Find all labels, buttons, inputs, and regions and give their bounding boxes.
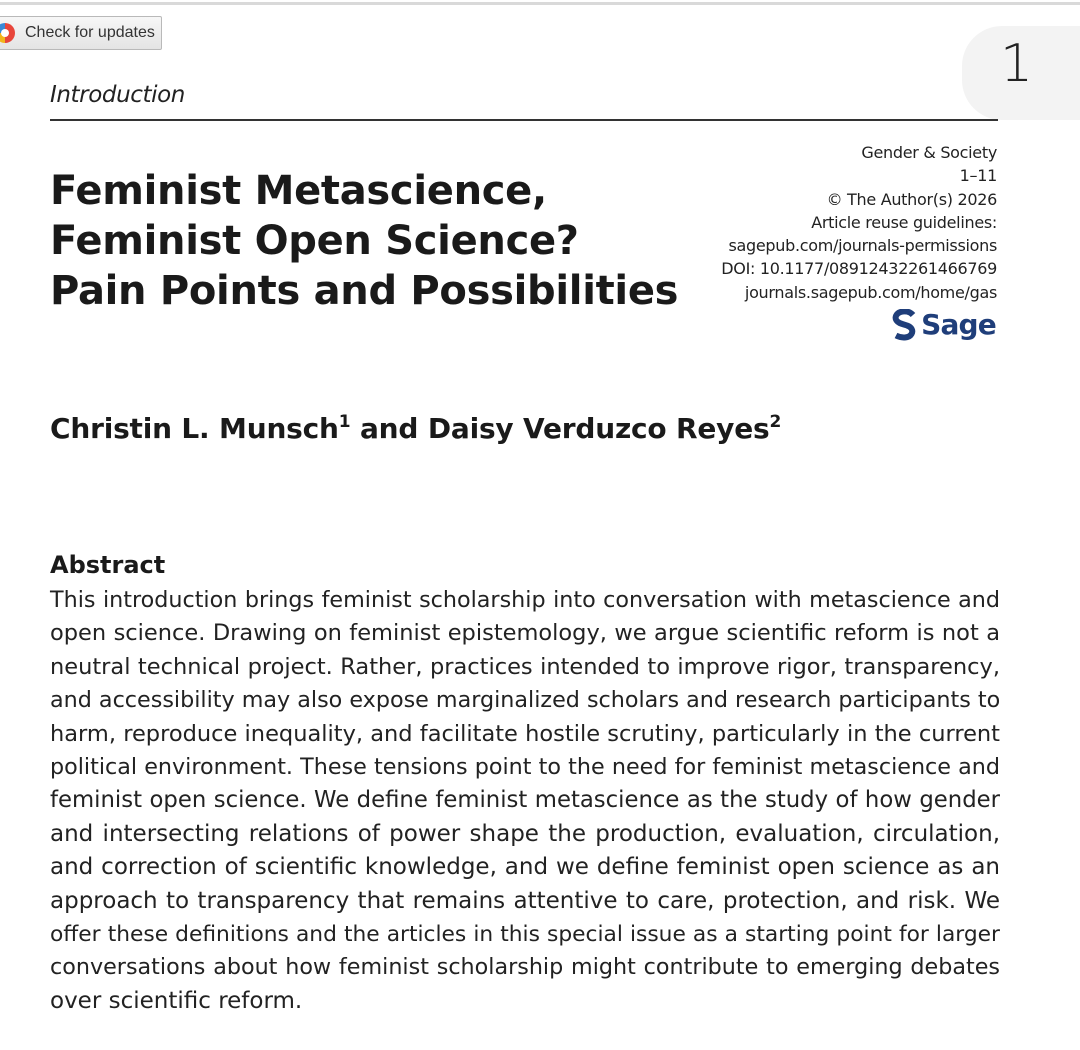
abstract-line: approach to transparency that remains attentive to care, protection, and risk. We bbox=[50, 887, 1000, 914]
doi-link[interactable]: DOI: 10.1177/08912432261466769 bbox=[721, 259, 997, 279]
page-range: 1–11 bbox=[959, 166, 997, 186]
title-line: Feminist Open Science? bbox=[50, 218, 579, 264]
author-line bbox=[50, 412, 781, 445]
article-title bbox=[50, 166, 690, 316]
title-line: Feminist Metascience, bbox=[50, 168, 547, 214]
abstract-body bbox=[50, 584, 1000, 1018]
crossmark-icon bbox=[0, 23, 15, 43]
check-for-updates-label: Check for updates bbox=[25, 24, 155, 41]
check-for-updates-button[interactable] bbox=[0, 16, 162, 50]
section-label: Introduction bbox=[50, 82, 185, 108]
permissions-link[interactable]: sagepub.com/journals-permissions bbox=[728, 236, 997, 256]
title-line: Pain Points and Possibilities bbox=[50, 268, 679, 314]
abstract-line: neutral technical project. Rather, practices intended to improve rigor, transparency, bbox=[50, 653, 1000, 680]
reuse-guidelines-label: Article reuse guidelines: bbox=[811, 212, 997, 232]
abstract-line: and accessibility may also expose marginalized scholars and research participants to bbox=[50, 687, 1001, 714]
abstract-line: political environment. These tensions point to the need for feminist metascience and bbox=[50, 754, 1000, 781]
page-number: 1 bbox=[1000, 34, 1034, 94]
affiliation-marker: 1 bbox=[338, 412, 351, 432]
abstract-line: offer these definitions and the articles in this special issue as a starting point for larger bbox=[50, 922, 1000, 948]
journal-metadata bbox=[721, 141, 997, 304]
publisher-name: Sage bbox=[921, 308, 996, 341]
copyright-line: © The Author(s) 2026 bbox=[826, 189, 997, 209]
abstract-line: over scientific reform. bbox=[50, 987, 303, 1014]
abstract-line: open science. Drawing on feminist epistemology, we argue scientific reform is not a bbox=[50, 620, 1000, 647]
header-divider bbox=[50, 119, 998, 121]
abstract-line: conversations about how feminist scholarship might contribute to emerging debates bbox=[50, 954, 1000, 981]
affiliation-marker: 2 bbox=[769, 412, 782, 432]
abstract-line: harm, reproduce inequality, and facilitate hostile scrutiny, particularly in the current bbox=[50, 720, 1000, 747]
abstract-line: feminist open science. We define feminist metascience as the study of how gender bbox=[50, 787, 1000, 814]
top-border bbox=[0, 2, 1080, 5]
abstract-line: and correction of scientific knowledge, and we define feminist open science as an bbox=[50, 854, 1000, 881]
author-joiner: and bbox=[359, 412, 419, 445]
sage-s-icon bbox=[891, 309, 917, 341]
abstract-line: This introduction brings feminist scholarship into conversation with metascience and bbox=[50, 587, 1000, 613]
abstract-line: and intersecting relations of power shape the production, evaluation, circulation, bbox=[50, 820, 1000, 847]
journal-name: Gender & Society bbox=[861, 143, 997, 162]
author-name: Christin L. Munsch bbox=[50, 412, 339, 445]
journal-homepage-link[interactable]: journals.sagepub.com/home/gas bbox=[744, 282, 997, 302]
author-name: Daisy Verduzco Reyes bbox=[427, 412, 770, 445]
abstract-heading: Abstract bbox=[50, 551, 166, 579]
publisher-logo bbox=[891, 308, 996, 341]
